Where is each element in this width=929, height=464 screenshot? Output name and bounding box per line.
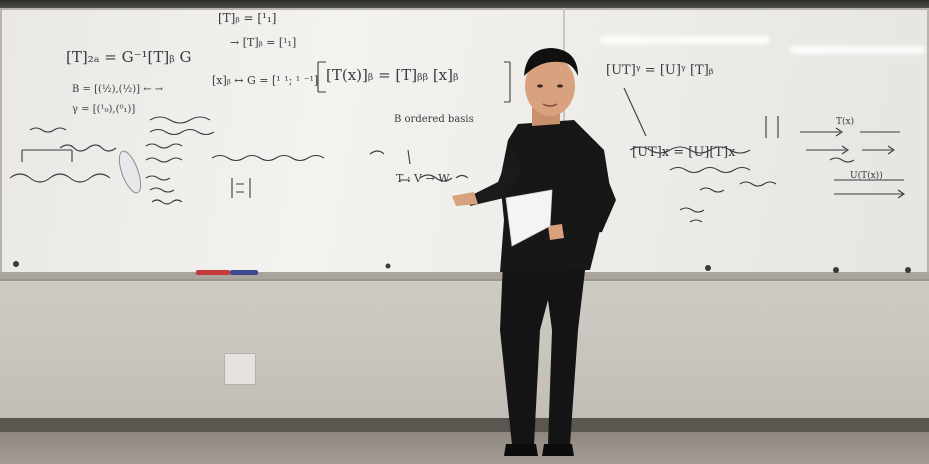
board-text: [UT]x = [U][T]x	[632, 145, 736, 160]
board-text: γ = [(¹₀),(⁰₁)]	[72, 104, 136, 115]
left-shoe	[504, 444, 538, 456]
right-hand	[548, 224, 564, 240]
board-text: → [T]ᵦ = [¹₁]	[230, 36, 297, 49]
pointing-hand	[452, 192, 478, 206]
board-text: U(T(x))	[850, 171, 883, 181]
right-shoe	[542, 444, 574, 456]
trousers	[500, 262, 586, 445]
board-text: [UT]ᵞ = [U]ᵞ [T]ᵦ	[606, 63, 714, 78]
board-text: [x]ᵦ ↔ G = [¹ ¹; ¹ ⁻¹]	[212, 74, 319, 87]
eye	[537, 84, 543, 87]
board-text: T : V → W	[396, 172, 450, 185]
board-text: [T]ᵦ = [¹₁]	[218, 11, 277, 25]
board-text: B ordered basis	[394, 114, 474, 125]
board-text: [T]₂ₐ = G⁻¹[T]ᵦ G	[66, 48, 192, 66]
eye	[557, 84, 563, 87]
board-text: B = [(½),(½)] ← →	[72, 84, 164, 95]
board-text: [T(x)]ᵦ = [T]ᵦᵦ [x]ᵦ	[326, 66, 459, 84]
board-text: T(x)	[836, 117, 855, 127]
